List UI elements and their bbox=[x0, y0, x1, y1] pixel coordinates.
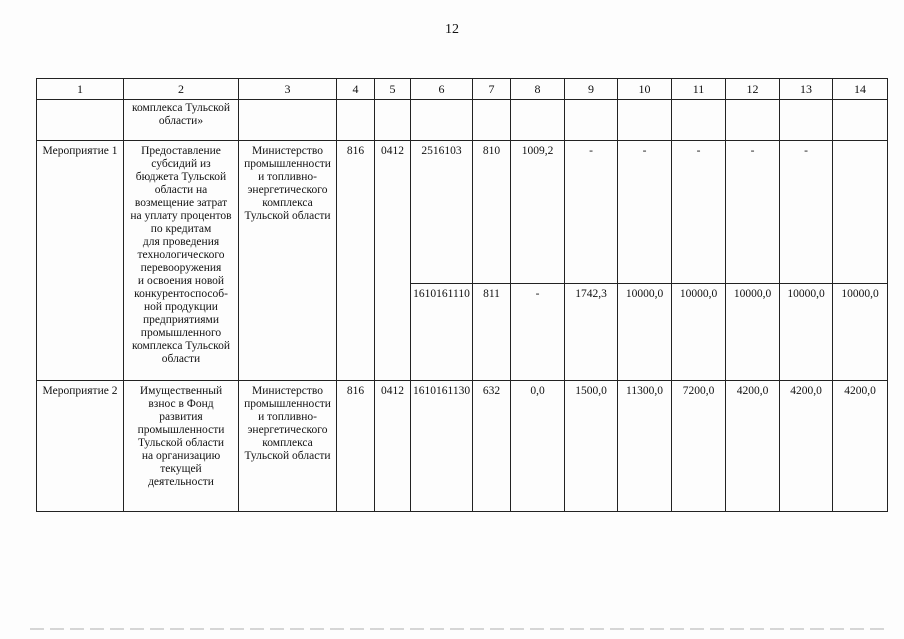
amount-cell: - bbox=[618, 141, 672, 284]
ministry-code: 816 bbox=[337, 381, 375, 512]
amount-cell: - bbox=[780, 141, 833, 284]
continuation-line: области» bbox=[158, 115, 204, 127]
description-line: конкурентоспособ- bbox=[134, 288, 228, 300]
event-label: Мероприятие 2 bbox=[37, 381, 124, 512]
amount-cell: 10000,0 bbox=[618, 284, 672, 381]
amount-cell: - bbox=[726, 141, 780, 284]
header-col-1: 1 bbox=[37, 79, 124, 100]
section-code: 0412 bbox=[375, 141, 411, 381]
event-description bbox=[124, 381, 239, 512]
executor-line: и топливно- bbox=[258, 411, 317, 423]
ministry-code: 816 bbox=[337, 141, 375, 381]
amount-cell: 11300,0 bbox=[618, 381, 672, 512]
header-col-3: 3 bbox=[239, 79, 337, 100]
expense-type: 811 bbox=[473, 284, 511, 381]
description-line: для проведения bbox=[142, 236, 220, 248]
description-line: ной продукции bbox=[144, 301, 218, 313]
description-line: взнос в Фонд bbox=[148, 398, 214, 410]
table-cell bbox=[565, 100, 618, 141]
header-col-13: 13 bbox=[780, 79, 833, 100]
page-number: 12 bbox=[445, 22, 459, 37]
executor-line: Министерство bbox=[252, 385, 323, 397]
table-cell bbox=[239, 100, 337, 141]
amount-cell: 1742,3 bbox=[565, 284, 618, 381]
description-line: возмещение затрат bbox=[134, 197, 228, 209]
amount-cell: 10000,0 bbox=[726, 284, 780, 381]
header-col-4: 4 bbox=[337, 79, 375, 100]
description-line: субсидий из bbox=[151, 158, 211, 170]
header-col-5: 5 bbox=[375, 79, 411, 100]
executor-line: промышленности bbox=[244, 158, 331, 170]
amount-cell: 7200,0 bbox=[672, 381, 726, 512]
target-code: 2516103 bbox=[411, 141, 473, 284]
description-line: перевооружения bbox=[140, 262, 222, 274]
continuation-line: комплекса Тульской bbox=[131, 102, 231, 114]
event-description bbox=[124, 141, 239, 381]
budget-table bbox=[36, 78, 888, 512]
table-cell bbox=[618, 100, 672, 141]
description-line: промышленного bbox=[140, 327, 222, 339]
executor-line: Тульской области bbox=[244, 210, 331, 222]
table-cell bbox=[833, 100, 888, 141]
scan-artifact-line bbox=[30, 628, 890, 630]
description-line: предприятиями bbox=[143, 314, 219, 326]
description-line: бюджета Тульской bbox=[135, 171, 227, 183]
executor bbox=[239, 141, 337, 381]
header-col-14: 14 bbox=[833, 79, 888, 100]
table-cell bbox=[511, 100, 565, 141]
table-row bbox=[37, 381, 888, 512]
header-col-11: 11 bbox=[672, 79, 726, 100]
executor bbox=[239, 381, 337, 512]
description-line: технологического bbox=[137, 249, 225, 261]
amount-cell: - bbox=[565, 141, 618, 284]
description-line: и освоения новой bbox=[137, 275, 225, 287]
executor-line: и топливно- bbox=[258, 171, 317, 183]
continuation-text bbox=[124, 100, 239, 141]
amount-cell: 1500,0 bbox=[565, 381, 618, 512]
description-line: деятельности bbox=[148, 476, 214, 488]
amount-cell: 4200,0 bbox=[726, 381, 780, 512]
table-cell bbox=[375, 100, 411, 141]
target-code: 1610161110 bbox=[411, 284, 473, 381]
table-cell bbox=[726, 100, 780, 141]
header-col-9: 9 bbox=[565, 79, 618, 100]
amount-cell: - bbox=[511, 284, 565, 381]
amount-cell: 10000,0 bbox=[672, 284, 726, 381]
header-col-7: 7 bbox=[473, 79, 511, 100]
description-line: на организацию bbox=[141, 450, 221, 462]
description-line: промышленности bbox=[137, 424, 225, 436]
executor-line: энергетического bbox=[247, 184, 328, 196]
event-label: Мероприятие 1 bbox=[37, 141, 124, 381]
table-cell bbox=[780, 100, 833, 141]
continuation-row bbox=[37, 100, 888, 141]
header-col-12: 12 bbox=[726, 79, 780, 100]
header-col-2: 2 bbox=[124, 79, 239, 100]
description-line: комплекса Тульской bbox=[131, 340, 231, 352]
description-line: по кредитам bbox=[150, 223, 212, 235]
description-line: области на bbox=[154, 184, 208, 196]
expense-type: 632 bbox=[473, 381, 511, 512]
target-code: 1610161130 bbox=[411, 381, 473, 512]
description-line: области bbox=[161, 353, 201, 365]
table-cell bbox=[411, 100, 473, 141]
table-cell bbox=[37, 100, 124, 141]
executor-line: Министерство bbox=[252, 145, 323, 157]
amount-cell bbox=[833, 141, 888, 284]
description-line: Тульской области bbox=[137, 437, 224, 449]
header-col-6: 6 bbox=[411, 79, 473, 100]
expense-type: 810 bbox=[473, 141, 511, 284]
section-code: 0412 bbox=[375, 381, 411, 512]
amount-cell: 4200,0 bbox=[833, 381, 888, 512]
table-row bbox=[37, 141, 888, 284]
header-row bbox=[37, 79, 888, 100]
amount-cell: 10000,0 bbox=[833, 284, 888, 381]
amount-cell: 0,0 bbox=[511, 381, 565, 512]
amount-cell: 10000,0 bbox=[780, 284, 833, 381]
executor-line: комплекса bbox=[262, 197, 313, 209]
table-cell bbox=[337, 100, 375, 141]
executor-line: промышленности bbox=[244, 398, 331, 410]
amount-cell: - bbox=[672, 141, 726, 284]
description-line: развития bbox=[159, 411, 203, 423]
executor-line: Тульской области bbox=[244, 450, 331, 462]
description-line: на уплату процентов bbox=[130, 210, 232, 222]
amount-cell: 1009,2 bbox=[511, 141, 565, 284]
table-cell bbox=[473, 100, 511, 141]
executor-line: энергетического bbox=[247, 424, 328, 436]
description-line: текущей bbox=[160, 463, 202, 475]
amount-cell: 4200,0 bbox=[780, 381, 833, 512]
executor-line: комплекса bbox=[262, 437, 313, 449]
header-col-10: 10 bbox=[618, 79, 672, 100]
description-line: Предоставление bbox=[141, 145, 221, 157]
header-col-8: 8 bbox=[511, 79, 565, 100]
description-line: Имущественный bbox=[139, 385, 223, 397]
table-cell bbox=[672, 100, 726, 141]
